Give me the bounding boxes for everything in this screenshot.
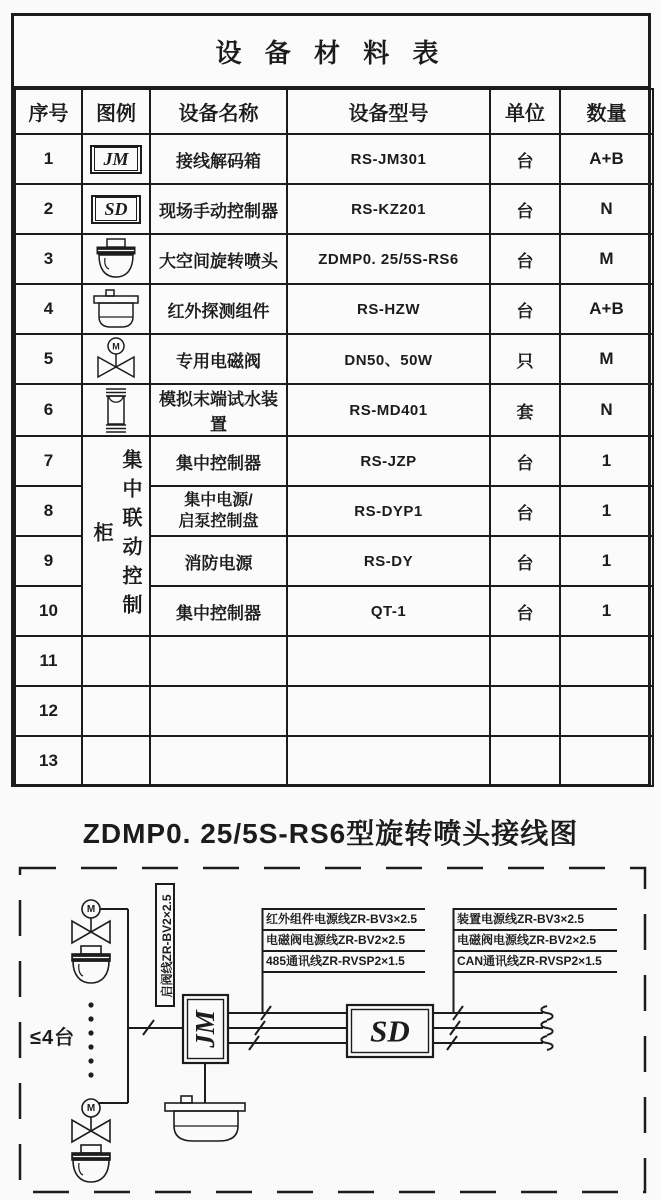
- cell-qty: 1: [560, 486, 653, 536]
- wire-label: CAN通讯线ZR-RVSP2×1.5: [453, 952, 617, 973]
- cell-model: RS-MD401: [287, 384, 490, 436]
- cell-no: 9: [15, 536, 82, 586]
- cell-no: 13: [15, 736, 82, 786]
- cell-no: 5: [15, 334, 82, 384]
- cell-unit: 只: [490, 334, 560, 384]
- repeat-dots: [88, 1002, 93, 1077]
- wire-break-mark: [541, 1021, 552, 1035]
- cell-qty: N: [560, 184, 653, 234]
- wire-label: 电磁阀电源线ZR-BV2×2.5: [453, 931, 617, 952]
- cell-unit: 套: [490, 384, 560, 436]
- cell-name: 大空间旋转喷头: [150, 234, 287, 284]
- device-side-wire-labels: [453, 908, 617, 973]
- unit-count-label: ≤4台: [30, 1027, 76, 1049]
- wire-break-mark: [541, 1006, 552, 1020]
- cell-name: 集中控制器: [150, 586, 287, 636]
- cell-qty: N: [560, 384, 653, 436]
- cell-unit: 台: [490, 184, 560, 234]
- cell-qty: M: [560, 234, 653, 284]
- cell-qty: 1: [560, 436, 653, 486]
- cell-model: RS-HZW: [287, 284, 490, 334]
- cell-name: 接线解码箱: [150, 134, 287, 184]
- cell-no: 8: [15, 486, 82, 536]
- cell-no: 1: [15, 134, 82, 184]
- diagram-title: ZDMP0. 25/5S-RS6型旋转喷头接线图: [82, 818, 579, 849]
- infrared-detector-under-jm: [165, 1063, 245, 1141]
- cell-name-line2: 启泵控制盘: [178, 513, 259, 530]
- cell-unit: 台: [490, 586, 560, 636]
- svg-text:M: M: [112, 341, 120, 352]
- valve-open-line-label: 启阀线ZR-BV2×2.5: [160, 894, 174, 998]
- merged-legend-text: 集中联动控制柜: [90, 449, 141, 623]
- wire-label: 红外组件电源线ZR-BV3×2.5: [262, 910, 425, 931]
- header-no: 序号: [15, 89, 82, 134]
- cell-model: RS-KZ201: [287, 184, 490, 234]
- wire-break-mark: [541, 1036, 552, 1050]
- cell-name: 红外探测组件: [150, 284, 287, 334]
- cell-unit: 台: [490, 134, 560, 184]
- cell-no: 10: [15, 586, 82, 636]
- cell-qty: A+B: [560, 134, 653, 184]
- wire-label: 装置电源线ZR-BV3×2.5: [453, 910, 617, 931]
- cell-no: 2: [15, 184, 82, 234]
- cell-unit: 台: [490, 436, 560, 486]
- cell-no: 12: [15, 686, 82, 736]
- cell-unit: 台: [490, 486, 560, 536]
- header-name: 设备名称: [150, 89, 287, 134]
- cell-qty: 1: [560, 536, 653, 586]
- cell-unit: 台: [490, 536, 560, 586]
- sd-box-icon: SD: [91, 195, 140, 224]
- sd-side-wire-labels: [262, 908, 425, 973]
- cell-qty: A+B: [560, 284, 653, 334]
- cell-model: RS-DYP1: [287, 486, 490, 536]
- cell-model: ZDMP0. 25/5S-RS6: [287, 234, 490, 284]
- cell-no: 6: [15, 384, 82, 436]
- cell-name: 专用电磁阀: [150, 334, 287, 384]
- cell-no: 4: [15, 284, 82, 334]
- cell-model: RS-JZP: [287, 436, 490, 486]
- cell-model: DN50、50W: [287, 334, 490, 384]
- cell-no: 3: [15, 234, 82, 284]
- sd-out-wires: [433, 1006, 553, 1050]
- header-model: 设备型号: [287, 89, 490, 134]
- sd-box-label: SD: [370, 1013, 410, 1049]
- cell-name: 模拟末端试水装置: [150, 384, 287, 436]
- motor-label-bottom: M: [86, 1103, 96, 1114]
- header-unit: 单位: [490, 89, 560, 134]
- cell-name: 消防电源: [150, 536, 287, 586]
- wire-label: 电磁阀电源线ZR-BV2×2.5: [262, 931, 425, 952]
- jm-box-icon: JM: [90, 145, 141, 174]
- cell-qty: M: [560, 334, 653, 384]
- cell-name-line1: 集中电源/: [184, 492, 253, 509]
- cell-model: RS-DY: [287, 536, 490, 586]
- valve-open-line-label-box: [155, 883, 175, 1007]
- table-title: 设 备 材 料 表: [14, 16, 648, 88]
- cell-no: 11: [15, 636, 82, 686]
- cell-model: QT-1: [287, 586, 490, 636]
- cell-name: 集中控制器: [150, 436, 287, 486]
- wire-label: 485通讯线ZR-RVSP2×1.5: [262, 952, 425, 973]
- cell-model: RS-JM301: [287, 134, 490, 184]
- cell-qty: 1: [560, 586, 653, 636]
- cell-unit: 台: [490, 234, 560, 284]
- header-qty: 数量: [560, 89, 653, 134]
- jm-box-label: JM: [190, 1010, 220, 1048]
- cell-no: 7: [15, 436, 82, 486]
- jm-sd-wires: [228, 1006, 347, 1050]
- cell-name: 现场手动控制器: [150, 184, 287, 234]
- header-legend: 图例: [82, 89, 150, 134]
- cell-unit: 台: [490, 284, 560, 334]
- motor-label-top: M: [86, 904, 96, 915]
